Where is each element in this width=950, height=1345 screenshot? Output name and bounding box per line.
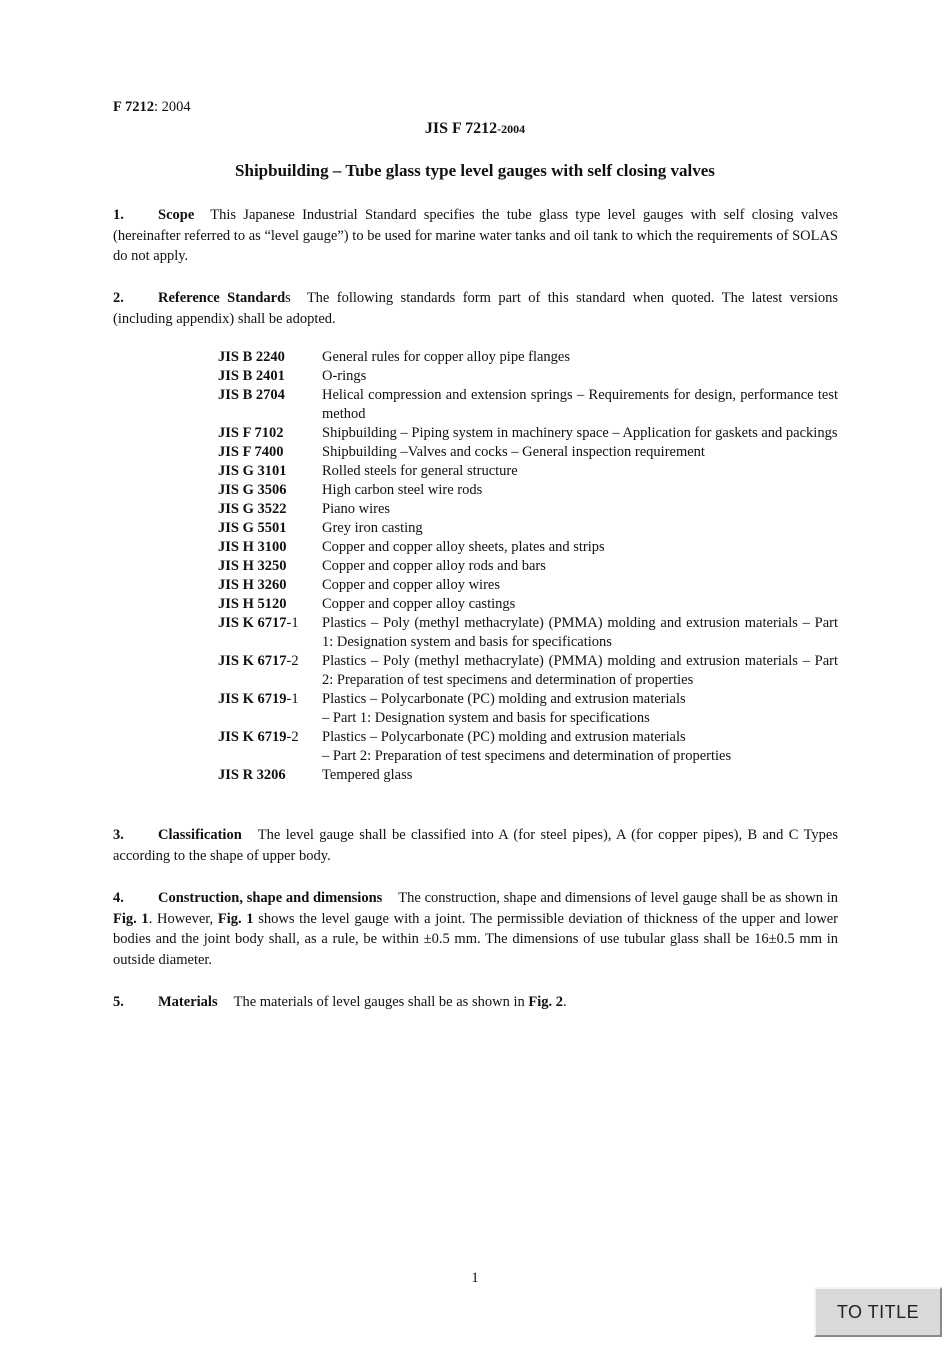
section-text: . xyxy=(563,994,567,1010)
reference-description: Piano wires xyxy=(322,501,391,517)
reference-row xyxy=(218,443,838,462)
section-paragraph xyxy=(113,888,838,970)
section-title: Scope xyxy=(158,207,195,223)
reference-code: JIS F 7102 xyxy=(218,425,284,441)
section-text: . However, xyxy=(148,910,218,927)
reference-row xyxy=(218,386,838,424)
reference-row xyxy=(218,519,838,538)
reference-description: Plastics – Polycarbonate (PC) molding and extrusion materials xyxy=(322,691,686,707)
page-header xyxy=(113,97,191,118)
to-title-button[interactable]: TO TITLE xyxy=(814,1287,942,1337)
reference-description-line2: – Part 2: Preparation of test specimens and determination of properties xyxy=(322,748,732,764)
reference-description-cell xyxy=(322,443,838,462)
reference-code: JIS H 3260 xyxy=(218,577,287,593)
reference-code-cell xyxy=(218,348,322,367)
reference-row xyxy=(218,424,838,443)
reference-standards-body xyxy=(218,348,838,785)
reference-row xyxy=(218,595,838,614)
section-construction xyxy=(113,888,838,970)
reference-code: JIS B 2240 xyxy=(218,349,285,365)
reference-row xyxy=(218,500,838,519)
reference-code: JIS G 3506 xyxy=(218,482,287,498)
reference-code: JIS F 7400 xyxy=(218,444,284,460)
page-number: 1 xyxy=(471,1270,479,1286)
reference-row xyxy=(218,576,838,595)
reference-code: JIS K 6717 xyxy=(218,615,287,631)
reference-row xyxy=(218,348,838,367)
section-text: The level gauge shall be classified into A (for steel pipes), A (for copper pipes), B and C Types according to the shape of upper body. xyxy=(113,827,838,864)
reference-code: JIS H 5120 xyxy=(218,596,287,612)
reference-description: Rolled steels for general structure xyxy=(322,463,518,479)
reference-description-cell xyxy=(322,614,838,652)
document-title: Shipbuilding – Tube glass type level gauges with self closing valves xyxy=(235,161,715,180)
section-scope xyxy=(113,205,838,267)
reference-row xyxy=(218,557,838,576)
reference-code-cell xyxy=(218,367,322,386)
figure-reference: Fig. 2 xyxy=(528,994,563,1010)
reference-description-cell xyxy=(322,595,838,614)
reference-code: JIS B 2704 xyxy=(218,387,285,403)
reference-row xyxy=(218,728,838,766)
reference-code: JIS G 3101 xyxy=(218,463,287,479)
reference-description-cell xyxy=(322,500,838,519)
reference-code: JIS G 3522 xyxy=(218,501,287,517)
reference-standards-table xyxy=(218,348,838,785)
section-paragraph xyxy=(113,288,838,329)
section-paragraph xyxy=(113,825,838,866)
reference-row xyxy=(218,614,838,652)
reference-code-suffix: -1 xyxy=(286,615,299,631)
reference-code: JIS H 3100 xyxy=(218,539,287,555)
reference-description-cell xyxy=(322,462,838,481)
reference-description: Grey iron casting xyxy=(322,520,423,536)
reference-code: JIS R 3206 xyxy=(218,767,286,783)
reference-description: O-rings xyxy=(322,368,367,384)
reference-code: JIS K 6717 xyxy=(218,653,287,669)
reference-row xyxy=(218,766,838,785)
section-paragraph xyxy=(113,992,838,1013)
reference-description: General rules for copper alloy pipe flanges xyxy=(322,349,571,365)
reference-description: Copper and copper alloy wires xyxy=(322,577,500,593)
reference-description: Copper and copper alloy castings xyxy=(322,596,516,612)
figure-reference: Fig. 1 xyxy=(113,910,149,927)
reference-description: Copper and copper alloy rods and bars xyxy=(322,558,546,574)
section-number: 5. xyxy=(113,994,124,1010)
reference-description-cell xyxy=(322,481,838,500)
reference-code-cell xyxy=(218,690,322,728)
section-classification xyxy=(113,825,838,866)
reference-row xyxy=(218,462,838,481)
reference-row xyxy=(218,538,838,557)
reference-code: JIS H 3250 xyxy=(218,558,287,574)
reference-code-cell xyxy=(218,500,322,519)
reference-description-cell xyxy=(322,348,838,367)
reference-description: Shipbuilding –Valves and cocks – General inspection requirement xyxy=(322,444,705,460)
reference-code-cell xyxy=(218,386,322,424)
section-text: The following standards form part of this standard when quoted. The latest versions (including appendix) shall be adopted. xyxy=(113,290,838,327)
document-id xyxy=(0,119,950,140)
header-separator: : xyxy=(153,99,162,115)
reference-description-line2: – Part 1: Designation system and basis for specifications xyxy=(322,710,650,726)
document-id-year: -2004 xyxy=(497,122,526,136)
reference-code-cell xyxy=(218,557,322,576)
reference-description-cell xyxy=(322,576,838,595)
reference-code-cell xyxy=(218,766,322,785)
reference-code-cell xyxy=(218,462,322,481)
reference-code-suffix: -1 xyxy=(286,691,299,707)
reference-code-cell xyxy=(218,728,322,766)
section-title: Construction, shape and dimensions xyxy=(158,890,383,906)
reference-description-cell xyxy=(322,386,838,424)
section-text: The construction, shape and dimensions of level gauge shall be as shown in xyxy=(398,890,838,906)
reference-code: JIS G 5501 xyxy=(218,520,287,536)
reference-code-suffix: -2 xyxy=(286,653,299,669)
reference-code-cell xyxy=(218,519,322,538)
reference-description-cell xyxy=(322,557,838,576)
reference-description: Shipbuilding – Piping system in machinery space – Application for gaskets and packings xyxy=(322,425,838,441)
section-text: shows the level gauge with a joint. The permissible deviation of thickness of the upper and lower bodies and the joint body shall, as a rule, be within ±0.5 mm. The dimensions of use tubular glass shall be 16±0.5 mm in outside diameter. xyxy=(113,910,839,968)
reference-description: Copper and copper alloy sheets, plates and strips xyxy=(322,539,605,555)
reference-code: JIS B 2401 xyxy=(218,368,285,384)
section-number: 1. xyxy=(113,207,124,223)
reference-description-cell xyxy=(322,766,838,785)
section-title: Materials xyxy=(158,994,218,1010)
reference-description-cell xyxy=(322,690,838,728)
section-reference-standards xyxy=(113,288,838,329)
reference-row xyxy=(218,481,838,500)
reference-description: Helical compression and extension springs – Requirements for design, performance test method xyxy=(322,387,838,422)
reference-description: Plastics – Poly (methyl methacrylate) (PMMA) molding and extrusion materials – Part 1: Designation system and basis for specifications xyxy=(322,615,838,650)
reference-row xyxy=(218,367,838,386)
reference-description-cell xyxy=(322,519,838,538)
reference-code-cell xyxy=(218,424,322,443)
reference-code-cell xyxy=(218,614,322,652)
reference-description-cell xyxy=(322,367,838,386)
section-title: Reference Standard xyxy=(158,290,286,306)
reference-code-cell xyxy=(218,576,322,595)
header-code: F 7212 xyxy=(113,99,154,115)
reference-code: JIS K 6719 xyxy=(218,729,287,745)
reference-code-cell xyxy=(218,538,322,557)
reference-description: Plastics – Polycarbonate (PC) molding and extrusion materials xyxy=(322,729,686,745)
section-text: The materials of level gauges shall be as shown in xyxy=(233,994,529,1010)
reference-code: JIS K 6719 xyxy=(218,691,287,707)
reference-code-suffix: -2 xyxy=(286,729,299,745)
reference-description-cell xyxy=(322,652,838,690)
reference-description: Plastics – Poly (methyl methacrylate) (PMMA) molding and extrusion materials – Part 2: Preparation of test specimens and determination of properties xyxy=(322,653,838,688)
section-text: This Japanese Industrial Standard specifies the tube glass type level gauges with self closing valves (hereinafter referred to as “level gauge”) to be used for marine water tanks and oil tank to which the requirements of SOLAS do not apply. xyxy=(113,207,838,264)
document-id-main: JIS F 7212 xyxy=(424,120,498,137)
section-number: 4. xyxy=(113,890,124,906)
figure-reference: Fig. 1 xyxy=(217,910,254,927)
reference-description: High carbon steel wire rods xyxy=(322,482,483,498)
reference-row xyxy=(218,652,838,690)
section-number: 2. xyxy=(113,290,124,306)
reference-code-cell xyxy=(218,481,322,500)
reference-description-cell xyxy=(322,728,838,766)
section-title: Classification xyxy=(158,827,242,843)
reference-code-cell xyxy=(218,443,322,462)
section-title-tail: s xyxy=(285,290,291,306)
section-number: 3. xyxy=(113,827,124,843)
reference-description: Tempered glass xyxy=(322,767,413,783)
section-materials xyxy=(113,992,838,1013)
reference-description-cell xyxy=(322,538,838,557)
reference-code-cell xyxy=(218,595,322,614)
reference-row xyxy=(218,690,838,728)
header-year: 2004 xyxy=(161,99,191,115)
section-paragraph xyxy=(113,205,838,267)
reference-description-cell xyxy=(322,424,838,443)
reference-code-cell xyxy=(218,652,322,690)
